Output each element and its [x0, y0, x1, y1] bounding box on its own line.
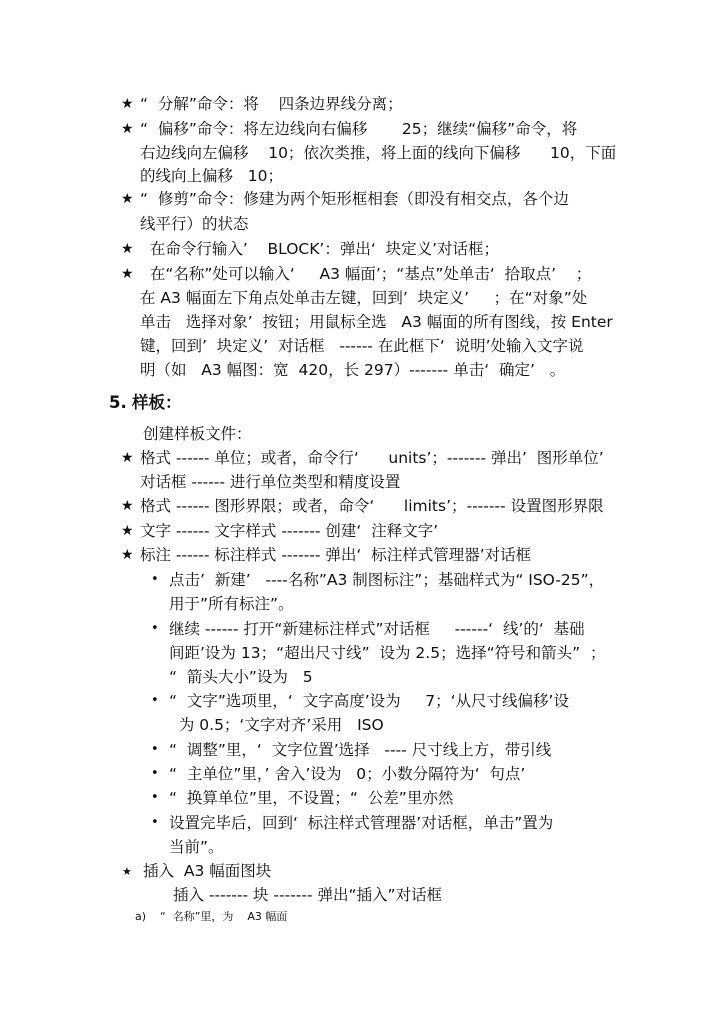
- text-line: “ 箭头大小”设为 5: [169, 668, 313, 686]
- text-line: 格式 ------ 图形界限；或者，命令‘ limits’；------- 设置图形界限: [140, 497, 604, 515]
- text-line: “ 调整”里，‘ 文字位置’选择 ---- 尺寸线上方，带引线: [169, 741, 552, 759]
- star-bullet-icon: ★: [121, 523, 134, 539]
- text-line: “ 修剪”命令：修建为两个矩形框相套（即没有相交点，各个边: [140, 190, 569, 208]
- dot-bullet-icon: •: [151, 815, 159, 830]
- text-line: 在命令行输入’ BLOCK’：弹出‘ 块定义’对话框；: [140, 240, 500, 258]
- star-bullet-icon: ★: [121, 266, 134, 282]
- text-line: “ 分解”命令：将 四条边界线分离；: [140, 95, 403, 113]
- text-line: 继续 ------ 打开“新建标注样式”对话框 ------‘ 线’的‘ 基础: [169, 620, 585, 638]
- star-bullet-icon: ★: [121, 121, 134, 137]
- dot-bullet-icon: •: [151, 693, 159, 708]
- text-line: 点击’ 新建’ ----名称”A3 制图标注”；基础样式为“ ISO-25”，: [169, 571, 605, 589]
- text-line: 对话框 ------ 进行单位类型和精度设置: [140, 473, 401, 491]
- text-line: “ 主单位”里，’ 舍入’设为 0；小数分隔符为‘ 句点’: [169, 765, 526, 783]
- intro-line: 创建样板文件：: [143, 425, 252, 443]
- text-line: 线平行）的状态: [140, 215, 249, 233]
- text-line: 右边线向左偏移 10；依次类推，将上面的线向下偏移 10，下面: [140, 144, 617, 162]
- text-line: “ 偏移”命令：将左边线向右偏移 25；继续“偏移”命令，将: [140, 120, 578, 138]
- dot-bullet-icon: •: [151, 621, 159, 636]
- dot-bullet-icon: •: [151, 572, 159, 587]
- section-number: 5.: [109, 393, 127, 412]
- star-bullet-icon: ★: [121, 96, 134, 112]
- text-line: 间距’设为 13；“超出尺寸线” 设为 2.5；选择“符号和箭头” ；: [169, 644, 606, 662]
- dot-bullet-icon: •: [151, 790, 159, 805]
- dot-bullet-icon: •: [151, 742, 159, 757]
- text-line: 单击 选择对象’ 按钮；用鼠标全选 A3 幅面的所有图线，按 Enter: [140, 313, 613, 331]
- text-line: 标注 ------ 标注样式 ------- 弹出‘ 标注样式管理器’对话框: [140, 546, 532, 564]
- star-bullet-icon: ★: [121, 498, 134, 514]
- text-line: 文字 ------ 文字样式 ------- 创建‘ 注释文字’: [140, 522, 439, 540]
- text-line: 的线向上偏移 10；: [140, 167, 284, 185]
- text-line: 在“名称”处可以输入‘ A3 幅面’；“基点”处单击‘ 拾取点’ ；: [140, 265, 592, 283]
- text-line: 明（如 A3 幅图：宽 420，长 297）------- 单击‘ 确定’ 。: [140, 361, 566, 379]
- text-line: 当前”。: [169, 838, 224, 856]
- star-bullet-icon: ★: [121, 450, 134, 466]
- star-bullet-icon: ★: [121, 547, 134, 563]
- insert-title: 插入 A3 幅面图块: [143, 862, 272, 880]
- text-line: “ 换算单位”里，不设置；“ 公差”里亦然: [169, 789, 454, 807]
- insert-line: 插入 ------- 块 ------- 弹出“插入”对话框: [173, 886, 443, 904]
- star-bullet-icon: ★: [122, 865, 132, 878]
- section-title: 样板：: [132, 393, 182, 412]
- footnote-line: a) “ 名称”里，为 A3 幅面: [135, 910, 288, 923]
- text-line: 格式 ------ 单位；或者，命令行‘ units’；------- 弹出’ 图形单位’: [140, 449, 604, 467]
- text-line: 设置完毕后，回到‘ 标注样式管理器’对话框，单击”置为: [169, 814, 554, 832]
- text-line: 在 A3 幅面左下角点处单击左键，回到’ 块定义’ ；在“对象”处: [140, 289, 588, 307]
- star-bullet-icon: ★: [121, 241, 134, 257]
- text-line: 为 0.5；‘文字对齐’采用 ISO: [169, 716, 384, 734]
- text-line: “ 文字”选项里，‘ 文字高度’设为 7；‘从尺寸线偏移’设: [169, 692, 569, 710]
- dot-bullet-icon: •: [151, 766, 159, 781]
- text-line: 用于”所有标注”。: [169, 595, 294, 613]
- star-bullet-icon: ★: [121, 191, 134, 207]
- text-line: 键，回到’ 块定义’ 对话框 ------ 在此框下‘ 说明’处输入文字说: [140, 337, 584, 355]
